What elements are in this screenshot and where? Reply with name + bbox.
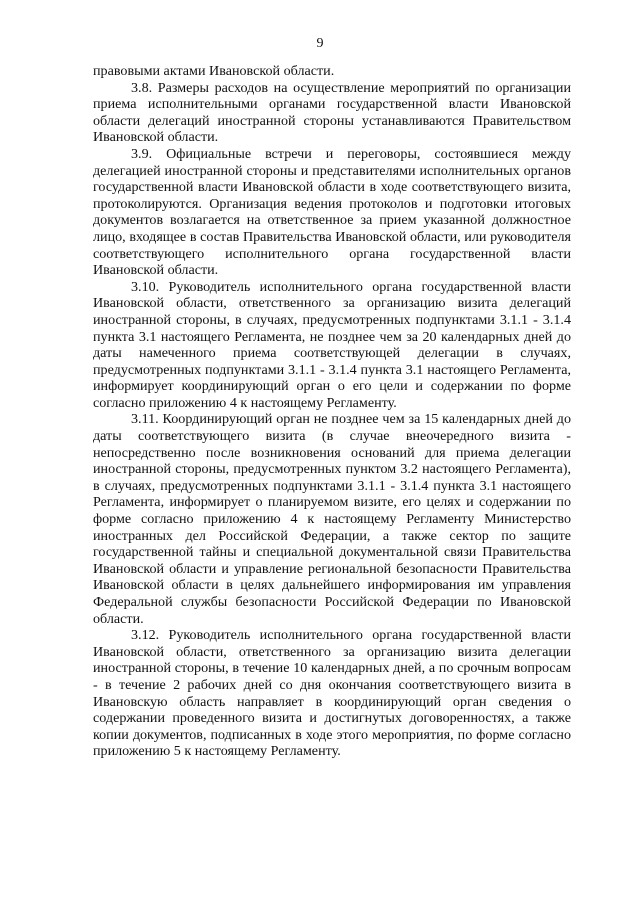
document-body: [93, 63, 571, 760]
paragraph-3-11: 3.11. Координирующий орган не позднее чем за 15 календарных дней до даты соответствующего визита (в случае внеочередного визита - непосредственно после возникновения оснований для приема делегации иностранной стороны, предусмотренных пунктом 3.2 настоящего Регламента), в случаях, предусмотренных подпунктами 3.1.1 - 3.1.4 пункта 3.1 настоящего Регламента, информирует о планируемом визите, его целях и содержании по форме согласно приложению 4 к настоящему Регламенту Министерство иностранных дел Российской Федерации, а также сектор по защите государственной тайны и специальной документальной связи Правительства Ивановской области и управление региональной безопасности Правительства Ивановской области в целях дальнейшего информирования им управления Федеральной службы безопасности Российской Федерации по Ивановской области.: [93, 411, 571, 627]
page-number: 9: [316, 36, 324, 51]
continuation-line: правовыми актами Ивановской области.: [93, 63, 335, 79]
paragraph-3-10: 3.10. Руководитель исполнительного органа государственной власти Ивановской области, ответственного за организацию визита делегаций иностранной стороны, в случаях, предусмотренных подпунктами 3.1.1 - 3.1.4 пункта 3.1 настоящего Регламента, не позднее чем за 20 календарных дней до даты намеченного приема соответствующей делегации в случаях, предусмотренных подпунктами 3.1.1 - 3.1.4 пункта 3.1 настоящего Регламента, информирует координирующий орган о его цели и содержании по форме согласно приложению 4 к настоящему Регламенту.: [93, 278, 571, 411]
paragraph-3-9: 3.9. Официальные встречи и переговоры, состоявшиеся между делегацией иностранной стороны и представителями исполнительных органов государственной власти Ивановской области в ходе соответствующего визита, протоколируются. Организация ведения протоколов и подготовки итоговых документов возлагается на ответственное за прием указанной должностное лицо, входящее в состав Правительства Ивановской области, или руководителя соответствующего исполнительного органа государственной власти Ивановской области.: [93, 145, 571, 279]
paragraph-3-8: 3.8. Размеры расходов на осуществление мероприятий по организации приема исполнительными органами государственной власти Ивановской области делегаций иностранной стороны устанавливаются Правительством Ивановской области.: [93, 79, 571, 146]
paragraph-3-12: 3.12. Руководитель исполнительного органа государственной власти Ивановской области, ответственного за организацию визита делегации иностранной стороны, в течение 10 календарных дней, а по срочным вопросам - в течение 2 рабочих дней со дня окончания соответствующего визита в Ивановскую область направляет в координирующий орган сведения о содержании проведенного визита и достигнутых договоренностях, а также копии документов, подписанных в ходе этого мероприятия, по форме согласно приложению 5 к настоящему Регламенту.: [93, 627, 571, 760]
